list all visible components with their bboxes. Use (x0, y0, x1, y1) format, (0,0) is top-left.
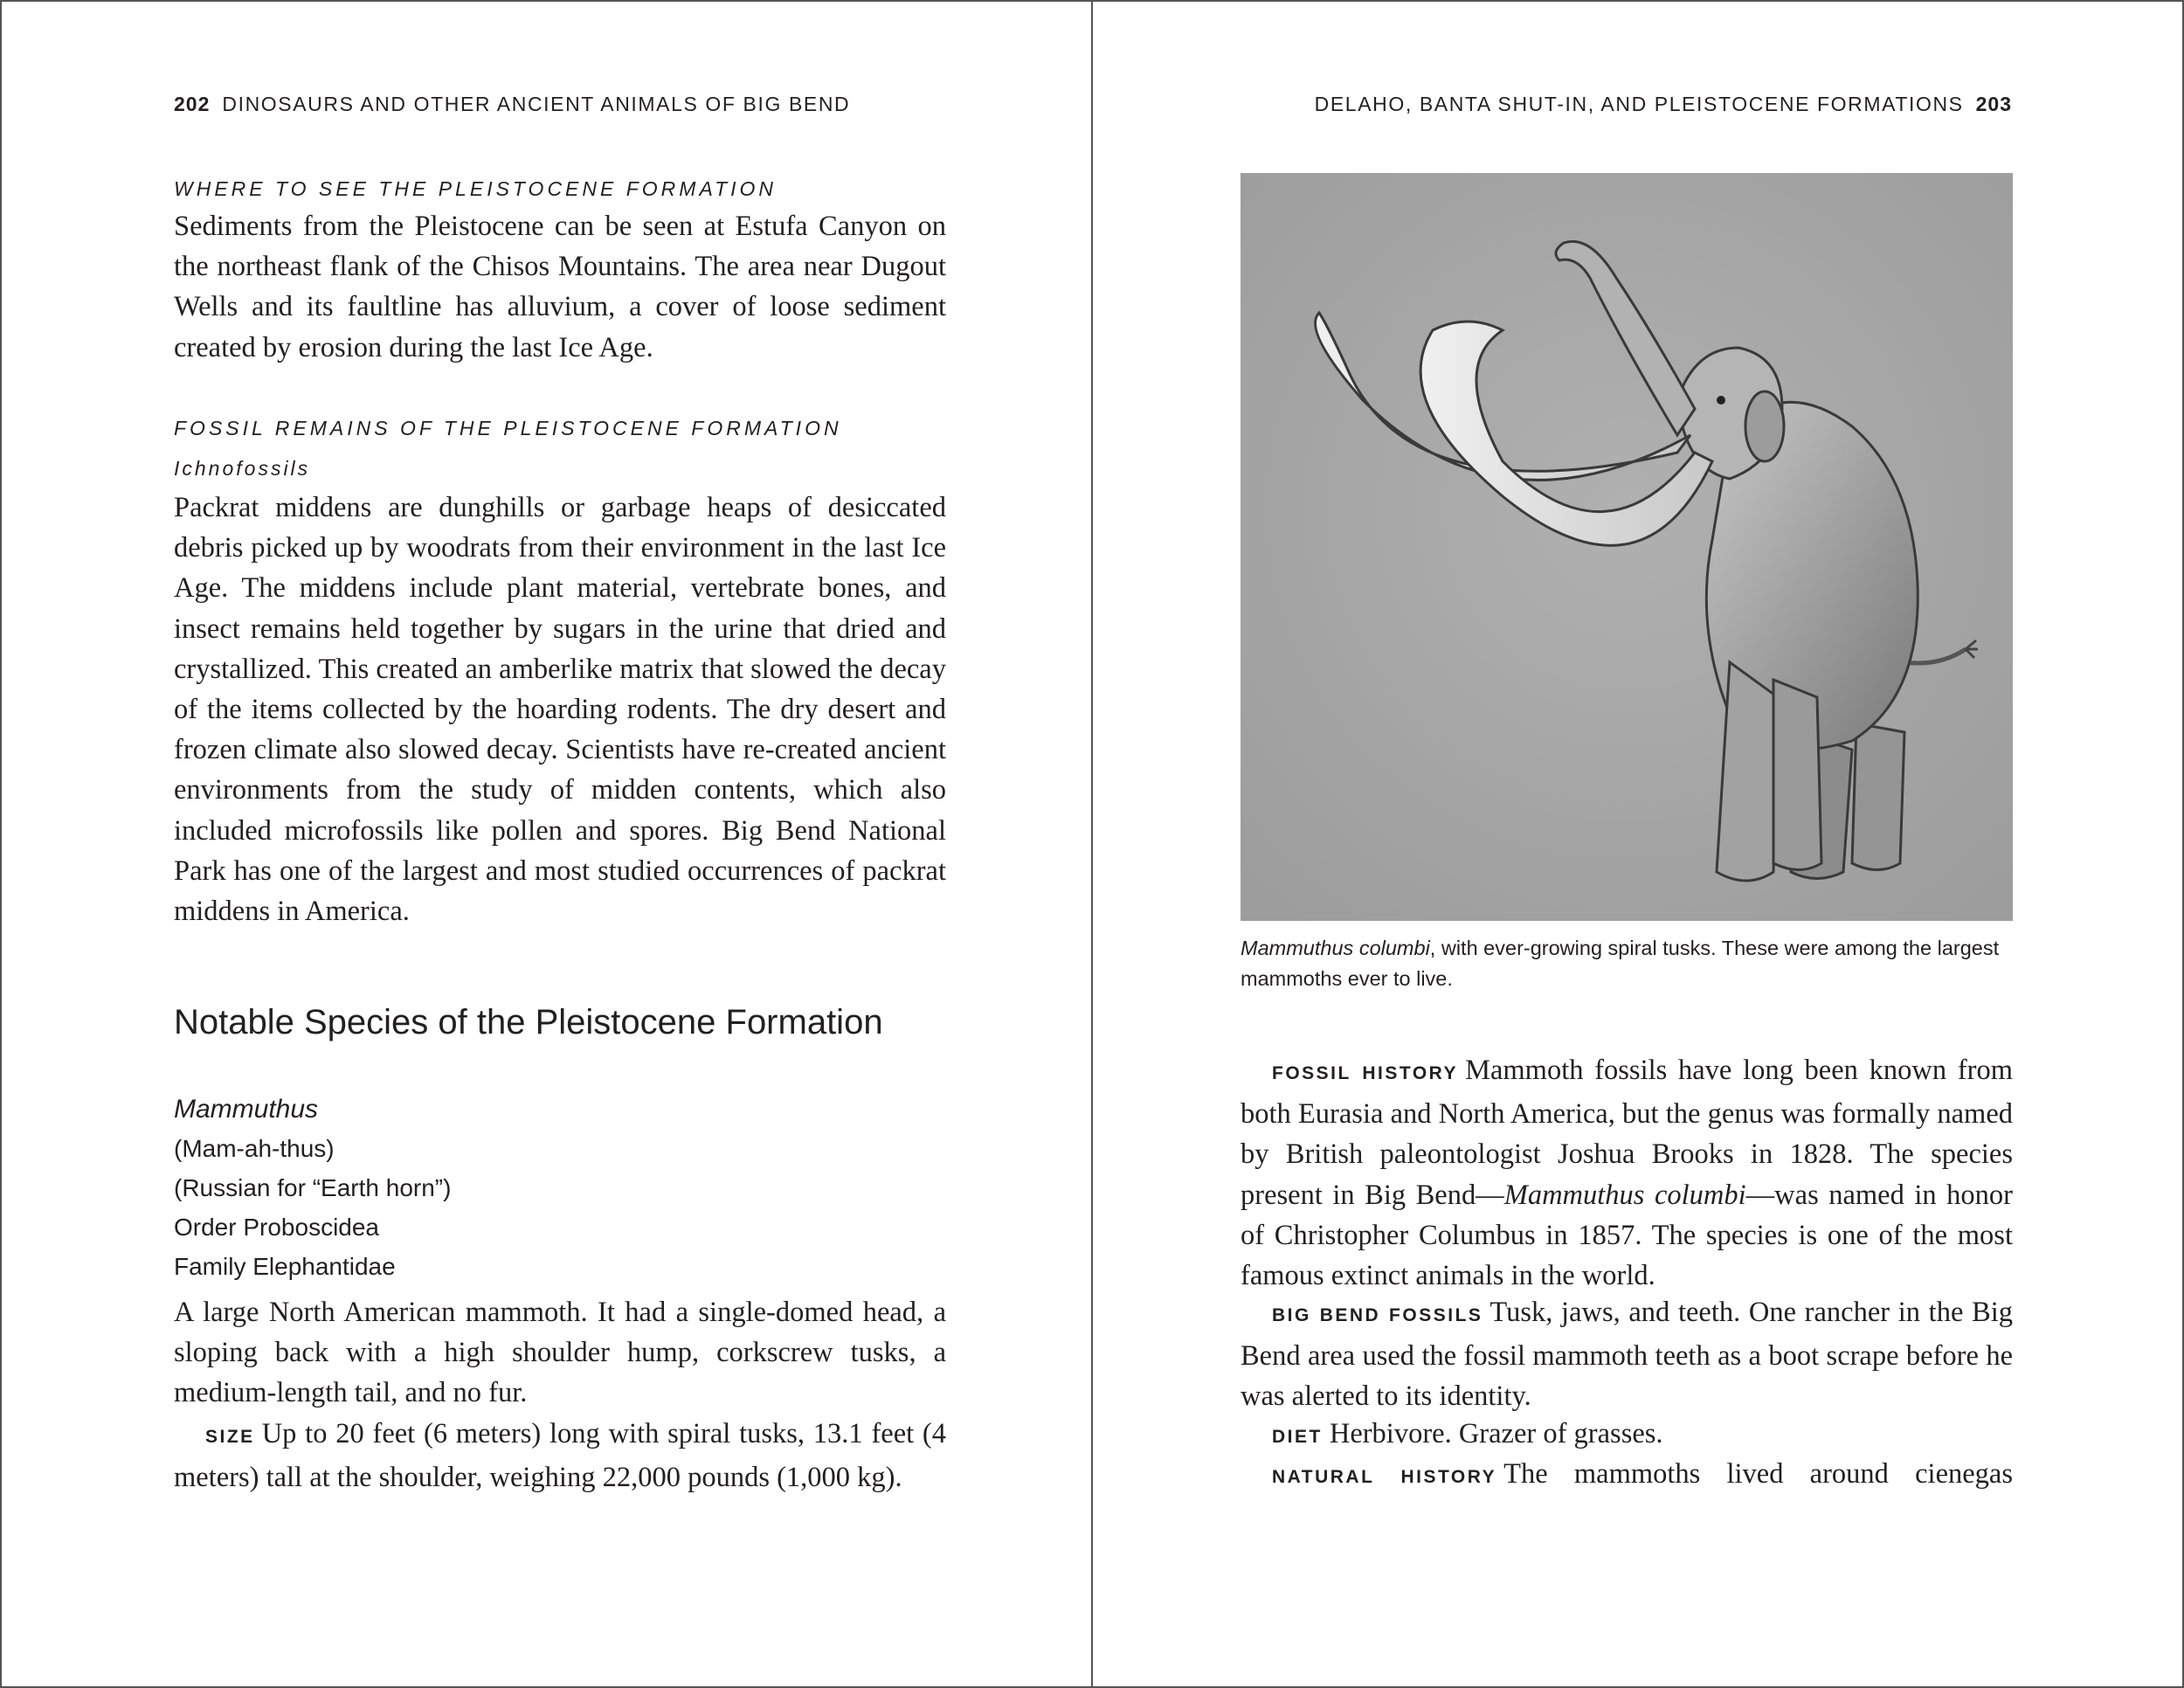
species-meta (174, 1090, 451, 1286)
section-title: Notable Species of the Pleistocene Formation (174, 1003, 883, 1041)
diet-text: Herbivore. Grazer of grasses. (1329, 1418, 1663, 1449)
big-bend-fossils-text: Tusk, jaws, and teeth. One rancher in the Big Bend area used the fossil mammoth teeth as a boot scrape before he was alerted to its identity. (1241, 1297, 2013, 1413)
ichnofossils-paragraph: Packrat middens are dunghills or garbage heaps of desiccated debris picked up by woodrats from their environment in the last Ice Age. The middens include plant material, vertebrate bones, and insect remains held together by sugars in the urine that dried and crystallized. This created an amberlike matrix that slowed the decay of the items collected by the hoarding rodents. The dry desert and frozen climate also slowed decay. Scientists have re-created ancient environments from the study of midden contents, which also included microfossils like pollen and spores. Big Bend National Park has one of the largest and most studied occurrences of packrat middens in America. (174, 492, 946, 928)
running-head-left (174, 93, 850, 116)
fossil-remains-heading: FOSSIL REMAINS OF THE PLEISTOCENE FORMATION (174, 417, 842, 439)
fossil-history-paragraph (1241, 1050, 2013, 1296)
mammoth-drawing (1241, 173, 2013, 921)
big-bend-fossils-label: BIG BEND FOSSILS (1272, 1305, 1483, 1325)
mammoth-eye (1717, 396, 1725, 405)
ichnofossils-heading: Ichnofossils (174, 457, 311, 480)
diet-paragraph (1241, 1414, 2013, 1457)
fossil-history-label: FOSSIL HISTORY (1272, 1063, 1459, 1083)
species-meaning: (Russian for “Earth horn”) (174, 1174, 452, 1201)
species-genus: Mammuthus (174, 1095, 319, 1124)
where-heading: WHERE TO SEE THE PLEISTOCENE FORMATION (174, 177, 778, 200)
fossil-history-text-2: —was named in honor of Christopher Columbus in 1857. The species is one of the most famous extinct animals in the world. (1241, 1179, 2013, 1292)
illustration-caption (1241, 933, 2013, 994)
fossil-history-species: Mammuthus columbi (1503, 1179, 1746, 1211)
natural-history-paragraph (1241, 1454, 2013, 1498)
size-paragraph (174, 1414, 946, 1498)
caption-species: Mammuthus columbi (1241, 937, 1430, 959)
mammoth-front-leg-right (1773, 680, 1821, 870)
where-paragraph: Sediments from the Pleistocene can be seen at Estufa Canyon on the northeast flank of the Chisos Mountains. The area near Dugout Wells and its faultline has alluvium, a cover of loose sediment created by erosion during the last Ice Age. (174, 211, 946, 363)
running-head-title-right: DELAHO, BANTA SHUT-IN, AND PLEISTOCENE FORMATIONS (1314, 93, 1964, 115)
page-number-right: 203 (1975, 93, 2012, 115)
diet-label: DIET (1272, 1427, 1323, 1447)
size-label: SIZE (205, 1427, 255, 1447)
natural-history-text: The mammoths lived around cienegas (1503, 1458, 2014, 1490)
running-head-title-left: DINOSAURS AND OTHER ANCIENT ANIMALS OF BIG BEND (222, 93, 851, 115)
big-bend-fossils-paragraph (1241, 1292, 2013, 1417)
mammoth-illustration (1241, 173, 2013, 921)
page-number-left: 202 (174, 93, 211, 115)
mammoth-back-leg-right (1852, 723, 1904, 870)
species-pronunciation: (Mam-ah-thus) (174, 1135, 335, 1162)
running-head-right (1315, 93, 2012, 116)
fossil-history-text-1: Mammoth fossils have long been known from both Eurasia and North America, but the genus was formally named by British paleontologist Joshua Brooks in 1828. The species present in Big Bend— (1241, 1055, 2013, 1211)
species-family: Family Elephantidae (174, 1253, 396, 1280)
species-description: A large North American mammoth. It had a single-domed head, a sloping back with a high shoulder hump, corkscrew tusks, a medium-length tail, and no fur. (174, 1297, 946, 1409)
species-order: Order Proboscidea (174, 1214, 380, 1241)
natural-history-label: NATURAL HISTORY (1272, 1467, 1497, 1487)
caption-text: , with ever-growing spiral tusks. These were among the largest mammoths ever to live. (1241, 937, 2000, 990)
size-text: Up to 20 feet (6 meters) long with spiral tusks, 13.1 feet (4 meters) tall at the shoulder, weighing 22,000 pounds (1,000 kg). (174, 1418, 946, 1494)
mammoth-ear (1745, 391, 1784, 461)
